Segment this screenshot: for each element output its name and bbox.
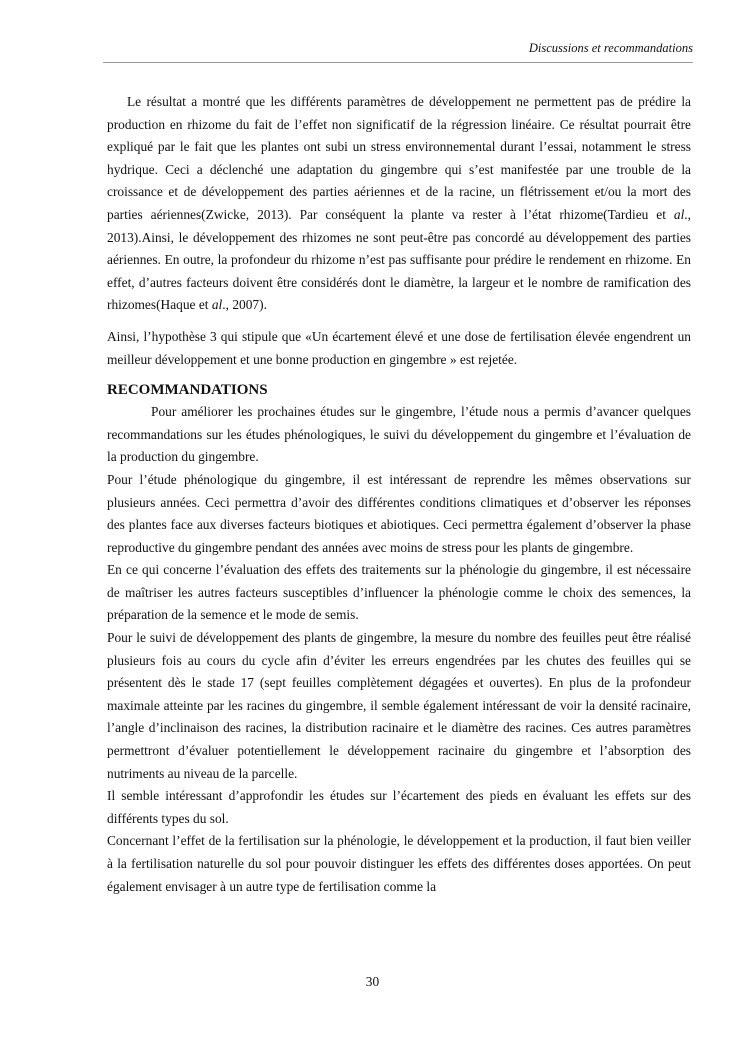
recommendation-paragraph-3: En ce qui concerne l’évaluation des effets des traitements sur la phénologie du gingembre, il est nécessaire de maîtriser les autres facteurs susceptibles d’influencer la phénologie comme le choix des semences, la préparation de la semence et le mode de semis. [107,562,691,623]
recommendation-paragraph-2: Pour l’étude phénologique du gingembre, il est intéressant de reprendre les mêmes observations sur plusieurs années. Ceci permettra d’avoir des différentes conditions climatiques et d’observer les réponses des plantes face aux diverses facteurs biotiques et abiotiques. Ceci permettra également d’observer la phase reproductive du gingembre pendant des années avec moins de stress pour les plants de gingembre. [107,471,691,555]
et-al-italic: al [211,297,223,313]
page-body [107,91,691,898]
running-header: Discussions et recommandations [528,41,693,55]
discussion-paragraph-2: Ainsi, l’hypothèse 3 qui stipule que «Un écartement élevé et une dose de fertilisation élevée engendrent un meilleur développement et une bonne production en gingembre » est rejetée. [107,328,691,367]
et-al-italic: al [673,206,685,222]
discussion-text-part-3: ., 2007). [222,297,267,313]
recommendation-paragraph-4: Pour le suivi de développement des plants de gingembre, la mesure du nombre des feuilles peut être réalisé plusieurs fois au cours du cycle afin d’éviter les erreurs engendrées par les chutes des feuilles qui se présentent dès le stade 17 (sept feuilles complètement dégagées et ouvertes). En plus de la profondeur maximale atteinte par les racines du gingembre, il semble également intéressant de voir la densité racinaire, l’angle d’inclinaison des racines, la distribution racinaire et le diamètre des racines. Ces autres paramètres permettront d’évaluer potentiellement le développement racinaire du gingembre et l’absorption des nutriments au niveau de la parcelle. [107,630,691,781]
recommendation-paragraph-1: Pour améliorer les prochaines études sur le gingembre, l’étude nous a permis d’avancer quelques recommandations sur les études phénologiques, le suivi du développement du gingembre et l’évaluation de la production du gingembre. [107,404,691,465]
recommendation-paragraph-6: Concernant l’effet de la fertilisation sur la phénologie, le développement et la production, il faut bien veiller à la fertilisation naturelle du sol pour pouvoir distinguer les effets des différentes doses apportées. On peut également envisager à un autre type de fertilisation comme la [107,833,691,894]
discussion-text-part-1: Le résultat a montré que les différents paramètres de développement ne permettent pas de prédire la production en rhizome du fait de l’effet non significatif de la régression linéaire. Ce résultat pourrait être expliqué par le fait que les plantes ont subi un stress environnemental durant l’essai, notamment le stress hydrique. Ceci a déclenché une adaptation du gingembre qui s’est manifestée par une trouble de la croissance et de développement des parties aériennes et de la racine, un flétrissement et/ou la mort des parties aériennes(Zwicke, 2013). Par conséquent la plante va rester à l’état rhizome(Tardieu et [107,94,691,222]
discussion-paragraph-1 [107,91,691,317]
page-number: 30 [365,974,380,989]
discussion-text-part-2: ., 2013).Ainsi, le développement des rhizomes ne sont peut-être pas concordé au développement des parties aériennes. En outre, la profondeur du rhizome n’est pas suffisante pour prédire le rendement en rhizome. En effet, d’autres facteurs doivent être considérés dont le diamètre, la largeur et le nombre de ramification des rhizomes(Haque et [107,206,691,313]
section-heading: RECOMMANDATIONS [107,382,268,399]
header-rule [103,62,693,63]
recommendation-paragraph-5: Il semble intéressant d’approfondir les études sur l’écartement des pieds en évaluant les effets sur des différents types du sol. [107,788,691,826]
